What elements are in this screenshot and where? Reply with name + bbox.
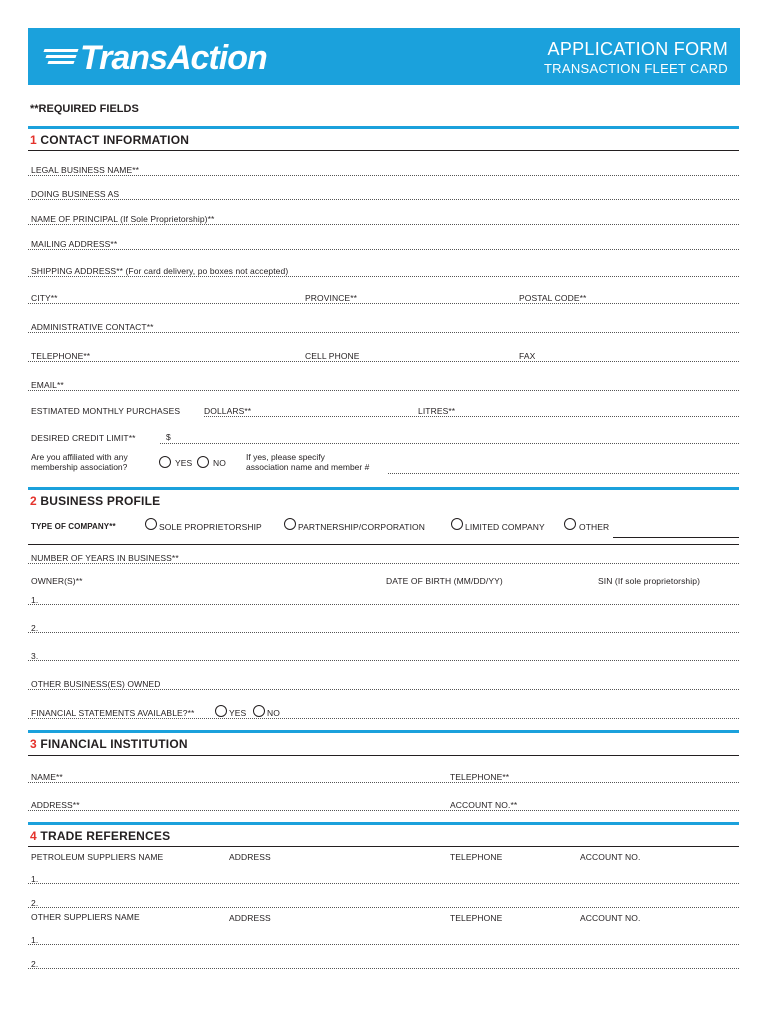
form-header — [28, 28, 740, 85]
company-type-sole-label: SOLE PROPRIETORSHIP — [159, 522, 262, 532]
petroleum-row-1-field[interactable] — [28, 883, 739, 884]
company-type-other-radio[interactable] — [564, 518, 576, 530]
financial-statements-yes-label: YES — [229, 708, 247, 718]
petroleum-row-2-label: 2. — [31, 898, 39, 908]
section-4-title: 4 TRADE REFERENCES — [30, 829, 171, 843]
petroleum-suppliers-label: PETROLEUM SUPPLIERS NAME — [31, 852, 164, 862]
page-subtitle: TRANSACTION FLEET CARD — [543, 61, 728, 76]
other-row-2-label: 2. — [31, 959, 39, 969]
mailing-address-label: MAILING ADDRESS** — [31, 239, 118, 249]
owner-row-2-label: 2. — [31, 623, 39, 633]
years-in-business-field[interactable] — [28, 563, 739, 564]
affiliation-question: Are you affiliated with any membership association? — [31, 452, 128, 472]
legal-business-name-field[interactable] — [28, 175, 739, 176]
mailing-address-field[interactable] — [28, 249, 739, 250]
section-2-rule — [28, 487, 739, 490]
company-type-limited-radio[interactable] — [451, 518, 463, 530]
section-2-title: 2 BUSINESS PROFILE — [30, 494, 161, 508]
email-field[interactable] — [28, 390, 739, 391]
phone-fields[interactable] — [28, 361, 739, 362]
petroleum-row-1-label: 1. — [31, 874, 39, 884]
section-3-rule — [28, 730, 739, 733]
legal-business-name-label: LEGAL BUSINESS NAME** — [31, 165, 140, 175]
institution-name-field[interactable] — [28, 782, 739, 783]
telephone-label: TELEPHONE** — [31, 351, 91, 361]
institution-name-label: NAME** — [31, 772, 63, 782]
principal-name-field[interactable] — [28, 224, 739, 225]
company-type-label: TYPE OF COMPANY** — [31, 522, 116, 531]
sin-label: SIN (If sole proprietorship) — [598, 576, 701, 586]
logo-text: TransAction — [80, 39, 267, 77]
owner-row-1-field[interactable] — [28, 604, 739, 605]
company-type-partnership-radio[interactable] — [284, 518, 296, 530]
shipping-address-label: SHIPPING ADDRESS** (For card delivery, po boxes not accepted) — [31, 266, 289, 276]
affiliation-no-label: NO — [213, 458, 226, 468]
section-4-rule — [28, 822, 739, 825]
institution-telephone-label: TELEPHONE** — [450, 772, 510, 782]
section-3-title: 3 FINANCIAL INSTITUTION — [30, 737, 188, 751]
dollars-label: DOLLARS** — [204, 406, 252, 416]
other-businesses-label: OTHER BUSINESS(ES) OWNED — [31, 679, 161, 689]
owner-row-2-field[interactable] — [28, 632, 739, 633]
administrative-contact-label: ADMINISTRATIVE CONTACT** — [31, 322, 154, 332]
other-suppliers-label: OTHER SUPPLIERS NAME — [31, 912, 140, 922]
doing-business-as-label: DOING BUSINESS AS — [31, 189, 120, 199]
section-1-underline — [28, 150, 739, 151]
petroleum-address-label: ADDRESS — [229, 852, 271, 862]
city-label: CITY** — [31, 293, 58, 303]
cell-phone-label: CELL PHONE — [305, 351, 360, 361]
financial-statements-label: FINANCIAL STATEMENTS AVAILABLE?** — [31, 708, 195, 718]
company-type-other-label: OTHER — [579, 522, 610, 532]
estimated-purchases-field[interactable] — [204, 416, 739, 417]
litres-label: LITRES** — [418, 406, 456, 416]
province-label: PROVINCE** — [305, 293, 358, 303]
credit-limit-field[interactable] — [160, 443, 739, 444]
principal-name-label: NAME OF PRINCIPAL (If Sole Proprietorship)** — [31, 214, 215, 224]
company-type-partnership-label: PARTNERSHIP/CORPORATION — [298, 522, 425, 532]
other-row-1-field[interactable] — [28, 944, 739, 945]
affiliation-no-radio[interactable] — [197, 456, 209, 468]
owner-row-3-field[interactable] — [28, 660, 739, 661]
owners-label: OWNER(S)** — [31, 576, 83, 586]
section-2-underline — [28, 544, 739, 545]
institution-address-field[interactable] — [28, 810, 739, 811]
page-title: APPLICATION FORM — [547, 39, 728, 59]
financial-statements-yes-radio[interactable] — [215, 705, 227, 717]
shipping-address-field[interactable] — [28, 276, 739, 277]
logo-speed-lines-icon — [44, 47, 78, 69]
financial-statements-field — [28, 718, 739, 719]
owner-row-1-label: 1. — [31, 595, 39, 605]
administrative-contact-field[interactable] — [28, 332, 739, 333]
postal-code-label: POSTAL CODE** — [519, 293, 587, 303]
association-specify-label: If yes, please specify association name and member # — [246, 452, 370, 472]
estimated-purchases-label: ESTIMATED MONTHLY PURCHASES — [31, 406, 181, 416]
section-1-title: 1 CONTACT INFORMATION — [30, 133, 190, 147]
institution-account-label: ACCOUNT NO.** — [450, 800, 518, 810]
petroleum-row-2-field[interactable] — [28, 907, 739, 908]
years-in-business-label: NUMBER OF YEARS IN BUSINESS** — [31, 553, 179, 563]
petroleum-account-label: ACCOUNT NO. — [580, 852, 641, 862]
credit-limit-label: DESIRED CREDIT LIMIT** — [31, 433, 136, 443]
email-label: EMAIL** — [31, 380, 64, 390]
transaction-logo — [44, 38, 267, 78]
fax-label: FAX — [519, 351, 536, 361]
credit-limit-dollar-sign: $ — [166, 432, 171, 442]
company-type-other-field[interactable] — [613, 537, 739, 538]
required-fields-note: **REQUIRED FIELDS — [30, 103, 139, 115]
section-3-underline — [28, 755, 739, 756]
petroleum-telephone-label: TELEPHONE — [450, 852, 503, 862]
owner-row-3-label: 3. — [31, 651, 39, 661]
company-type-limited-label: LIMITED COMPANY — [465, 522, 545, 532]
institution-address-label: ADDRESS** — [31, 800, 80, 810]
city-province-postal-field[interactable] — [28, 303, 739, 304]
company-type-sole-radio[interactable] — [145, 518, 157, 530]
section-1-rule — [28, 126, 739, 129]
doing-business-as-field[interactable] — [28, 199, 739, 200]
other-account-label: ACCOUNT NO. — [580, 913, 641, 923]
other-row-1-label: 1. — [31, 935, 39, 945]
other-row-2-field[interactable] — [28, 968, 739, 969]
other-address-label: ADDRESS — [229, 913, 271, 923]
affiliation-yes-radio[interactable] — [159, 456, 171, 468]
financial-statements-no-radio[interactable] — [253, 705, 265, 717]
other-businesses-field[interactable] — [28, 689, 739, 690]
other-telephone-label: TELEPHONE — [450, 913, 503, 923]
affiliation-yes-label: YES — [175, 458, 193, 468]
financial-statements-no-label: NO — [267, 708, 280, 718]
section-4-underline — [28, 846, 739, 847]
association-name-field[interactable] — [388, 473, 739, 474]
date-of-birth-label: DATE OF BIRTH (MM/DD/YY) — [386, 576, 503, 586]
